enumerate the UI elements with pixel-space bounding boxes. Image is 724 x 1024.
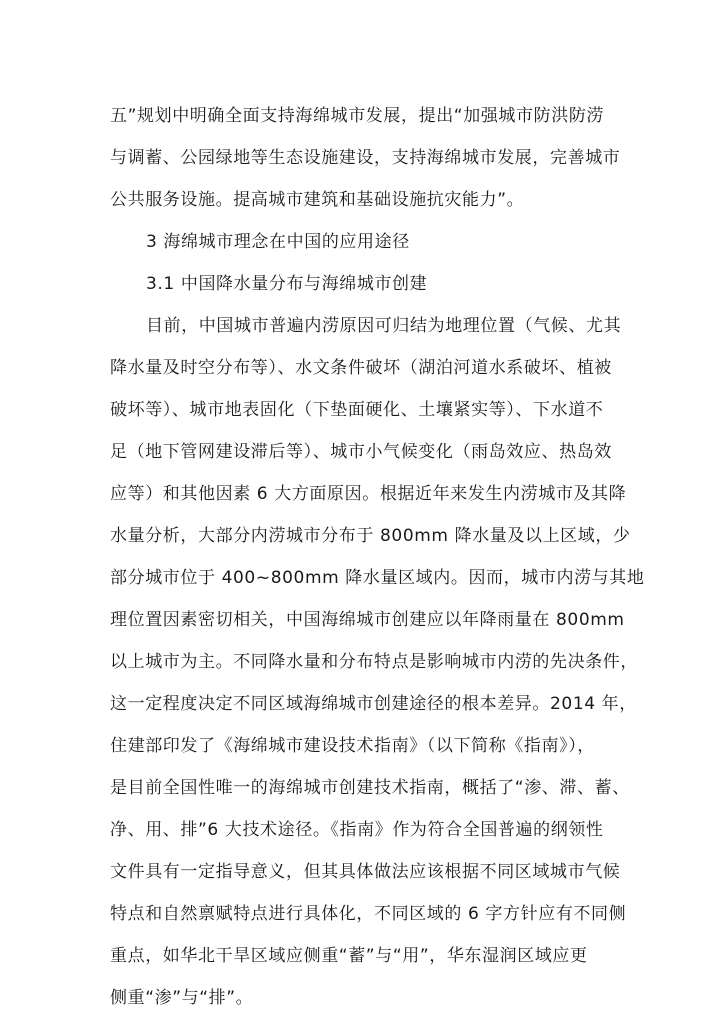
- text-line: 以上城市为主。不同降水量和分布特点是影响城市内涝的先决条件，: [110, 652, 638, 672]
- text-line: 足（地下管网建设滞后等）、城市小气候变化（雨岛效应、热岛效: [110, 442, 612, 462]
- text-line: 部分城市位于 400~800mm 降水量区域内。因而，城市内涝与其地: [110, 568, 645, 588]
- text-line: 侧重“渗”与“排”。: [110, 988, 254, 1008]
- text-line: 住建部印发了《海绵城市建设技术指南》（以下简称《指南》），: [110, 736, 595, 756]
- text-line: 降水量及时空分布等）、水文条件破坏（湖泊河道水系破坏、植被: [110, 358, 612, 378]
- text-line: 公共服务设施。提高城市建筑和基础设施抗灾能力”。: [110, 190, 525, 210]
- text-line: 净、用、排”6 大技术途径。《指南》作为符合全国普遍的纲领性: [110, 820, 604, 840]
- paragraph-first-line: 目前，中国城市普遍内涝原因可归结为地理位置（气候、尤其: [146, 316, 622, 336]
- text-line: 五”规划中明确全面支持海绵城市发展，提出“加强城市防洪防涝: [110, 106, 605, 126]
- text-line: 与调蓄、公园绿地等生态设施建设，支持海绵城市发展，完善城市: [110, 148, 621, 168]
- subsection-heading: 3.1 中国降水量分布与海绵城市创建: [146, 274, 428, 294]
- text-line: 文件具有一定指导意义，但其具体做法应该根据不同区域城市气候: [110, 862, 621, 882]
- text-line: 应等）和其他因素 6 大方面原因。根据近年来发生内涝城市及其降: [110, 484, 627, 504]
- text-line: 破坏等）、城市地表固化（下垫面硬化、土壤紧实等）、下水道不: [110, 400, 604, 420]
- text-line: 重点，如华北干旱区域应侧重“蓄”与“用”，华东湿润区域应更: [110, 946, 588, 966]
- section-heading: 3 海绵城市理念在中国的应用途径: [146, 232, 410, 252]
- text-line: 理位置因素密切相关，中国海绵城市创建应以年降雨量在 800mm: [110, 610, 625, 630]
- text-line: 是目前全国性唯一的海绵城市创建技术指南，概括了“渗、滞、蓄、: [110, 778, 630, 798]
- text-line: 这一定程度决定不同区域海绵城市创建途径的根本差异。2014 年，: [110, 694, 637, 714]
- text-line: 水量分析，大部分内涝城市分布于 800mm 降水量及以上区域，少: [110, 526, 631, 546]
- text-line: 特点和自然禀赋特点进行具体化，不同区域的 6 字方针应有不同侧: [110, 904, 627, 924]
